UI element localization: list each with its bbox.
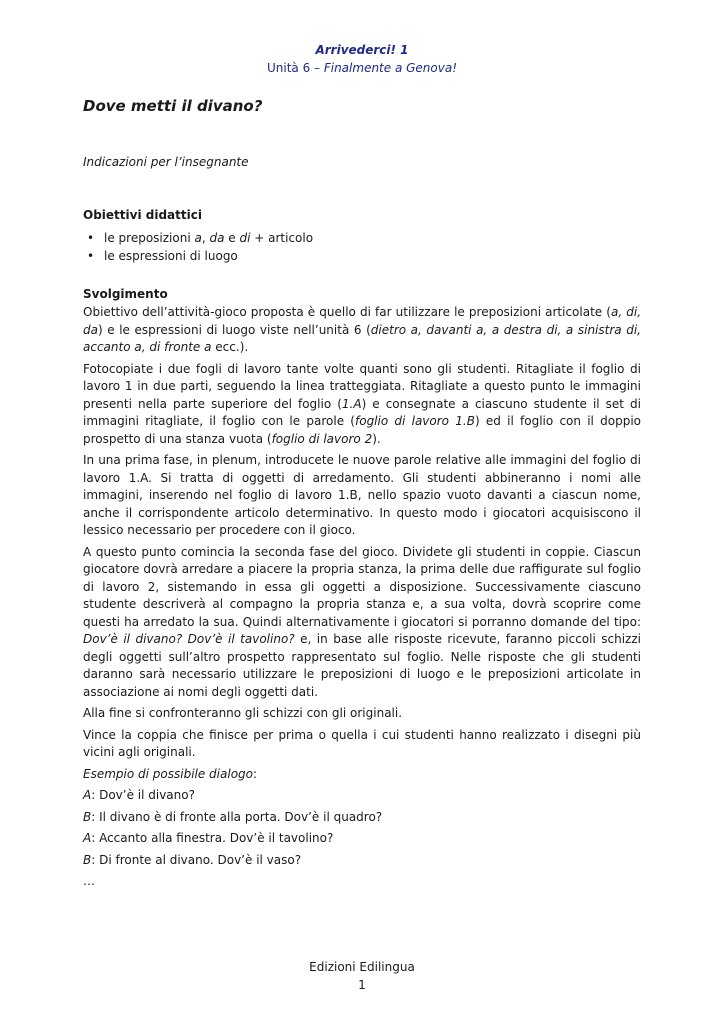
example-label bbox=[83, 766, 641, 784]
text-run: ) ed il foglio con il doppio prospetto di una stanza vuota ( bbox=[83, 414, 642, 446]
dialog-text: : Dov’è il divano? bbox=[91, 788, 195, 802]
paragraph-photocopy bbox=[83, 361, 641, 449]
svolgimento-body bbox=[83, 304, 641, 895]
text-run: di bbox=[239, 231, 251, 245]
dialog-line bbox=[83, 809, 641, 827]
paragraph-winner: Vince la coppia che finisce per prima o quella i cui studenti hanno realizzato i disegni più vicini agli originali. bbox=[83, 727, 641, 759]
dialog-text: : Accanto alla finestra. Dov’è il tavolino? bbox=[91, 831, 334, 845]
paragraph-compare: Alla fine si confronteranno gli schizzi con gli originali. bbox=[83, 706, 403, 720]
objective-item-expressions: • le espressioni di luogo bbox=[83, 247, 313, 265]
header-unit-prefix: Unità 6 – bbox=[266, 61, 324, 75]
dialog-line bbox=[83, 787, 641, 805]
dialog-speaker: A bbox=[83, 831, 92, 845]
text-run: : bbox=[253, 766, 258, 781]
text-run: a, di, da bbox=[83, 305, 642, 337]
objectives-heading: Obiettivi didattici bbox=[83, 208, 202, 222]
text-run: e bbox=[224, 231, 240, 245]
text-run: ). bbox=[372, 431, 381, 446]
text-run: dietro a, davanti a, a destra di, a sinistra di, accanto a, di fronte a bbox=[83, 322, 641, 354]
dialog-line bbox=[83, 852, 641, 870]
dialog-text: : Il divano è di fronte alla porta. Dov’è il quadro? bbox=[91, 809, 383, 824]
dialog-speaker: A bbox=[83, 788, 92, 802]
objectives-list bbox=[83, 229, 313, 265]
paragraph-first-phase: In una prima fase, in plenum, introducete le nuove parole relative alle immagini del foglio di lavoro 1.A. Si tratta di oggetti di arredamento. Gli studenti abbineranno i nomi alle immagini, inserendo nel foglio di lavoro 1.B, nello spazio vuoto davanti a ciascun nome, anche il corrispondente articolo determinativo. In questo modo i giocatori acquisiscono il lessico necessario per procedere con il gioco. bbox=[83, 453, 641, 537]
dialog-text: : Di fronte al divano. Dov’è il vaso? bbox=[91, 852, 302, 867]
footer-page-number: 1 bbox=[358, 978, 366, 992]
text-run: , bbox=[201, 231, 210, 245]
text-run: Obiettivo dell’attività-gioco proposta è quello di far utilizzare le preposizioni articolate ( bbox=[83, 305, 611, 319]
text-run: ) e le espressioni di luogo viste nell’unità 6 ( bbox=[97, 322, 371, 337]
page-title: Dove metti il divano? bbox=[83, 97, 263, 115]
text-run: ) e consegnate a ciascuno studente il set di immagini ritagliate, il foglio con le parole ( bbox=[83, 396, 641, 428]
objective-item-prepositions bbox=[83, 229, 313, 247]
text-run: le preposizioni bbox=[104, 231, 195, 245]
svolgimento-heading: Svolgimento bbox=[83, 287, 168, 301]
text-run: foglio di lavoro 1.B bbox=[355, 414, 475, 428]
page-subtitle: Indicazioni per l’insegnante bbox=[83, 155, 249, 169]
footer-publisher: Edizioni Edilingua bbox=[309, 960, 415, 974]
text-run: A questo punto comincia la seconda fase del gioco. Dividete gli studenti in coppie. Ciascun giocatore dovrà arredare a piacere la propria stanza, la prima delle due raffigurate sul foglio di lavoro 2, sistemando in essa gli oggetti a disposizione. Successivamente ciascuno studente descriverà al compagno la propria stanza e, a sua volta, dovrà scoprire come questi ha arredato la sua. Quindi alternativamente i giocatori si porranno domande del tipo: bbox=[83, 544, 641, 629]
text-run: 1.A bbox=[341, 396, 362, 411]
header-unit-title: Finalmente a Genova! bbox=[323, 61, 458, 75]
text-run: e, in base alle risposte ricevute, faranno piccoli schizzi degli oggetti sull’altro prospetto rappresentato sul foglio. Nelle risposte che gli studenti daranno sarà necessario utilizzare le preposizioni di luogo e le preposizioni articolate in associazione ai nomi degli oggetti dati. bbox=[83, 632, 641, 699]
text-run: da bbox=[209, 231, 225, 245]
text-run: + articolo bbox=[250, 231, 314, 245]
paragraph-objective bbox=[83, 304, 641, 357]
dialog-speaker: B bbox=[83, 809, 92, 824]
dialog-speaker: B bbox=[83, 852, 92, 867]
dialog-ellipsis: … bbox=[83, 874, 95, 888]
text-run: foglio di lavoro 2 bbox=[271, 431, 373, 446]
text-run: ecc.). bbox=[211, 340, 249, 354]
text-run: a bbox=[194, 231, 202, 245]
header-unit bbox=[0, 61, 724, 75]
text-run: Fotocopiate i due fogli di lavoro tante volte quanti sono gli studenti. Ritagliate il foglio di lavoro 1 in due parti, seguendo la linea tratteggiata. Ritagliate a questo punto le immagini presenti nella parte superiore del foglio ( bbox=[83, 361, 641, 411]
header-book-title: Arrivederci! 1 bbox=[315, 43, 409, 57]
text-run: Esempio di possibile dialogo bbox=[83, 766, 253, 781]
dialog-line bbox=[83, 830, 641, 848]
paragraph-second-phase bbox=[83, 544, 641, 702]
text-run: Dov’è il divano? Dov’è il tavolino? bbox=[83, 632, 295, 646]
